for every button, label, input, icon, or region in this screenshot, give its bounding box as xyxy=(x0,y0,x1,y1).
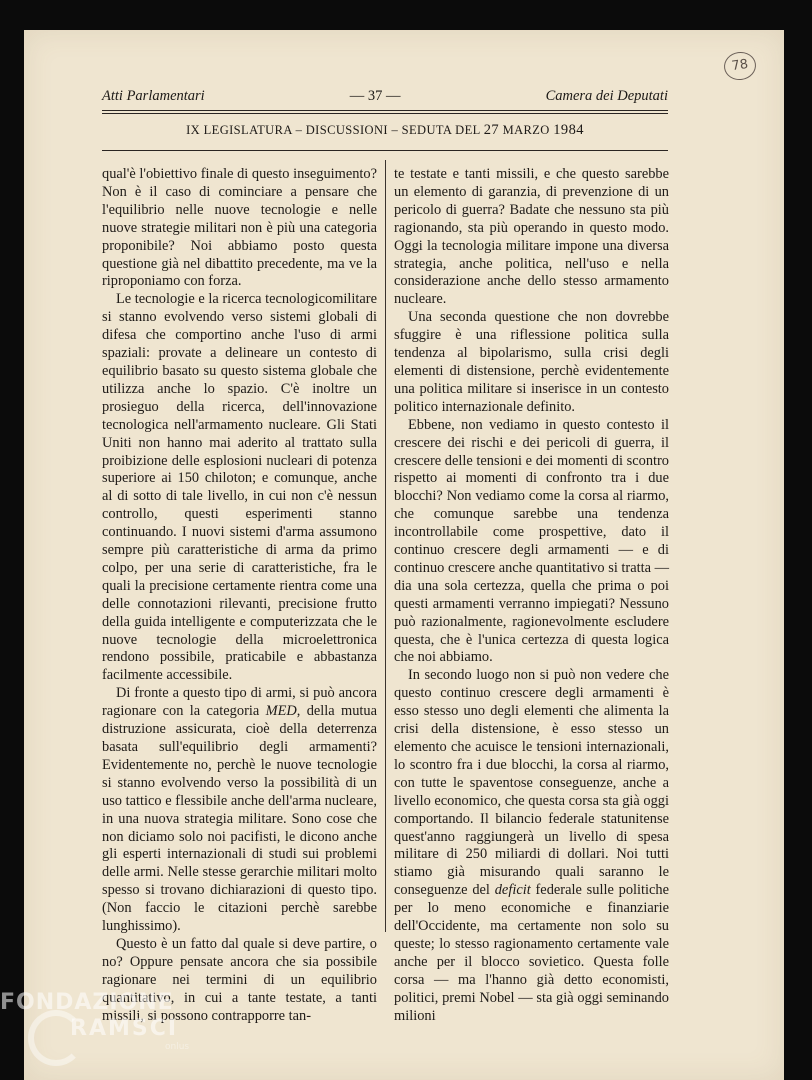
text-column-right xyxy=(394,166,669,1026)
watermark-g-logo xyxy=(28,1010,84,1066)
text-column-left xyxy=(102,166,377,1026)
column-divider xyxy=(385,160,386,932)
header-page-number: — 37 — xyxy=(349,88,401,104)
header-right: Camera dei Deputati xyxy=(545,88,668,104)
paragraph: Ebbene, non vediamo in questo contesto il crescere dei rischi e dei pericoli di guerra, il crescere delle tensioni e dei momenti di scontro rispetto ai momenti di confronto tra i due blocchi? Non vediamo come la corsa al riarmo, che comunque sarebbe una tendenza incontrollabile come prospettive, dato il continuo crescere degli armamenti — e di continuo crescere anche quantitativo si tratta — dia una sola certezza, quella che prima o poi questi armamenti verranno impiegati? Nessuno può razionalmente, ragionevolmente escludere questa, che è l'unica certezza di questa logica che noi abbiamo. xyxy=(394,416,669,666)
text-run: Di fronte a questo tipo di armi, si può ancora ragionare con la categoria xyxy=(102,685,377,720)
paragraph: Questo è un fatto dal quale si deve partire, o no? Oppure pensate ancora che sia possibile ragionare nei termini di un equilibrio quantitativo, in cui a tante testate, a tanti missili, si possono contrapporre tan- xyxy=(102,935,377,1024)
text-run: In secondo luogo non si può non vedere che questo continuo crescere degli armamenti è esso stesso uno degli elementi che alimenta la crisi della distensione, è esso stesso un elemento che acuisce le tensioni internazionali, lo scontro fra i due blocchi, la corsa al riarmo, con tutte le spaventose conseguenze, anche a livello economico, che questa corsa sta già oggi comportando. Il bilancio federale statunitense quest'anno raggiungerà un livello di spesa militare di 250 miliardi di dollari. Noi tutti stiamo già misurando quali saranno le conseguenze del xyxy=(394,667,669,899)
session-year: 1984 xyxy=(553,122,584,138)
running-header xyxy=(102,88,668,105)
paragraph: qual'è l'obiettivo finale di questo inseguimento? Non è il caso di cominciare a pensare che l'equilibrio nelle nuove tecnologie e nelle nuove strategie militari non è più una categoria proponibile? Noi abbiamo posto questa questione già nel dibattito precedente, ma ve la riproponiamo con forza. xyxy=(102,166,377,290)
italic-term: deficit xyxy=(494,882,531,899)
session-prefix: IX LEGISLATURA – DISCUSSIONI – SEDUTA DEL xyxy=(186,123,481,137)
page-number-stamp: 78 xyxy=(722,50,758,82)
paragraph xyxy=(102,685,377,936)
paragraph xyxy=(394,667,669,1025)
text-run: federale sulle politiche per lo meno economiche e finanziarie dell'Occidente, ma certamente non solo su queste; lo stesso ragionamento certamente vale anche per il blocco sovietico. Questa folle corsa — ma l'hanno già detto economisti, politici, premi Nobel — sta già oggi seminando milioni xyxy=(394,882,670,1024)
document-page xyxy=(24,30,784,1080)
text-run: , della mutua distruzione assicurata, cioè della deterrenza basata sull'equilibrio degli armamenti? Evidentemente no, perchè le nuove tecnologie si stanno evolvendo verso la possibilità di un uso tattico e flessibile anche dell'arma nucleare, in una nuova strategia militare. Sono cose che non diciamo solo noi pacifisti, le dicono anche gli esperti internazionali di studi sui problemi delle armi. Nelle stesse gerarchie militari molto spesso si trovano dichiarazioni di questo tipo. (Non faccio le citazioni perchè sarebbe lunghissimo). xyxy=(102,703,377,935)
session-day: 27 xyxy=(483,122,500,138)
header-left: Atti Parlamentari xyxy=(102,88,205,104)
session-month: MARZO xyxy=(502,123,550,137)
header-rule xyxy=(102,110,668,111)
paragraph: Una seconda questione che non dovrebbe sfuggire è una riflessione politica sulla tendenza al bipolarismo, sulla crisi degli elementi di distensione, perchè evidentemente una politica militare si inserisce in un contesto politico internazionale definito. xyxy=(394,309,669,415)
watermark-small: onlus xyxy=(165,1042,190,1052)
watermark-line1: FONDAZIONE xyxy=(0,990,174,1015)
header-rule-thin xyxy=(102,113,668,114)
session-subheader xyxy=(102,122,668,139)
archive-watermark xyxy=(0,990,190,1052)
subheader-rule xyxy=(102,150,668,151)
italic-term: MED xyxy=(265,703,297,720)
paragraph: Le tecnologie e la ricerca tecnologicomilitare si stanno evolvendo verso sistemi globali di difesa che comportino anche l'uso di armi spaziali: provate a delineare un contesto di equilibrio basato su questo sistema globale che utilizza anche lo spazio. C'è inoltre un prosieguo della ricerca, dell'innovazione tecnologica nell'armamento nucleare. Gli Stati Uniti non hanno mai aderito al trattato sulla proibizione delle esplosioni nucleari di potenza superiore ai 150 chiloton; e comunque, anche al di sotto di tale livello, in cui non c'è nessun controllo, questi esperimenti stanno continuando. I nuovi sistemi d'arma assumono sempre più caratteristiche di arma da primo colpo, per una serie di caratteristiche, fra le quali la precisione certamente rientra come una delle connotazioni rilevanti, precisione frutto della guida intelligente e computerizzata che le nuove tecnologie della microelettronica rendono possibile, praticabile e abbastanza facilmente accessibile. xyxy=(102,291,377,684)
watermark-line2: RAMSCI xyxy=(70,1016,179,1041)
paragraph: te testate e tanti missili, e che questo sarebbe un elemento di garanzia, di prevenzione di un pericolo di guerra? Badate che nessuno sta più ragionando, sta più operando in questo modo. Oggi la tecnologia militare impone una diversa strategia, anche politica, nell'uso e nella considerazione anche dello stesso armamento nucleare. xyxy=(394,166,669,308)
